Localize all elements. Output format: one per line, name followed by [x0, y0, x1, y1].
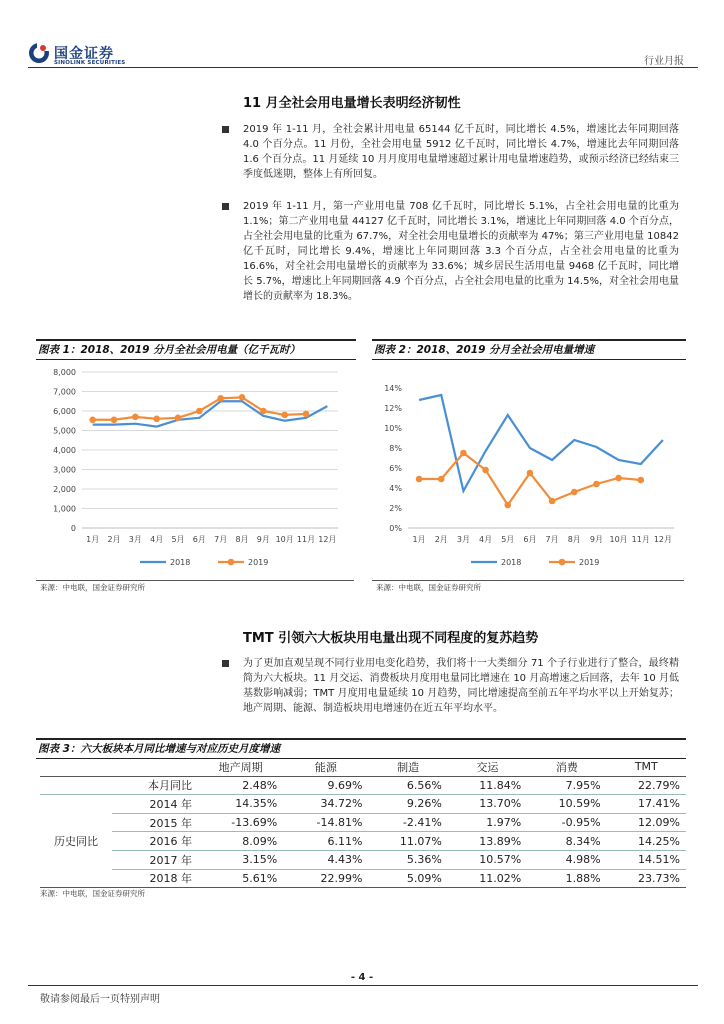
x-tick-label: 5月: [501, 535, 515, 544]
bullet-square-icon: [222, 660, 229, 667]
table-cell: 7.95%: [527, 776, 606, 795]
table-cell: 4.43%: [283, 850, 368, 869]
bullet-square-icon: [222, 126, 229, 133]
table-cell: -0.95%: [527, 813, 606, 832]
column-header: 消费: [527, 758, 606, 776]
table-cell: 3.15%: [198, 850, 283, 869]
data-point: [637, 477, 644, 484]
y-tick-label: 10%: [384, 424, 402, 433]
logo-text-cn: 国金证券: [54, 46, 114, 62]
bullet-text: 2019 年 1-11 月，第一产业用电量 708 亿千瓦时，同比增长 5.1%，占全社会用电量的比重为 1.1%；第二产业用电量 44127 亿千瓦时，同比增长 3.1%，增速比上年同期回落 4.0 个百分点，占全社会用电量的比重为 67.7%，对全社会用电量增长的贡献率为 47%；第三产业用电量 10842 亿千瓦时，同比增长 9.4%，增速比上年同期回落 3.3 个百分点，占全社会用电量的比重为 16.6%，对全社会用电量增长的贡献率为 33.6%；城乡居民生活用电量 9468 亿千瓦时，同比增长 5.7%，增速比上年同期回落 4.9 个百分点，占全社会用电量的比重为 14.5%，对全社会用电量增长的贡献率为 18.3%。: [243, 201, 679, 302]
report-type: 行业月报: [644, 56, 684, 67]
data-point: [132, 414, 139, 421]
x-tick-label: 9月: [256, 535, 270, 544]
y-tick-label: 6,000: [53, 407, 76, 416]
chart-monthly-consumption: [36, 362, 354, 576]
figure-1-source: 来源：中电联，国金证券研究所: [40, 583, 145, 592]
data-point: [482, 467, 489, 474]
data-point: [527, 470, 534, 477]
table-cell: 13.89%: [448, 832, 527, 851]
table-cell: 23.73%: [607, 869, 686, 888]
table-corner-cell: [112, 758, 198, 776]
x-tick-label: 6月: [192, 535, 206, 544]
table-row: [40, 832, 686, 851]
header-divider: [28, 67, 698, 68]
table-corner-cell: [40, 758, 112, 776]
column-header: TMT: [607, 758, 686, 776]
table-cell: 1.97%: [448, 813, 527, 832]
figure-3-source: 来源：中电联，国金证券研究所: [40, 889, 145, 898]
data-point: [460, 450, 467, 457]
sector-growth-table: [40, 758, 686, 888]
page-number: - 4 -: [350, 972, 374, 983]
table-cell: -2.41%: [368, 813, 447, 832]
table-cell: 17.41%: [607, 795, 686, 814]
x-tick-label: 1月: [86, 535, 100, 544]
table-cell: 11.84%: [448, 776, 527, 795]
table-cell: -14.81%: [283, 813, 368, 832]
y-tick-label: 2,000: [53, 485, 76, 494]
table-cell: 8.34%: [527, 832, 606, 851]
section-title-electricity: 11 月全社会用电量增长表明经济韧性: [243, 96, 461, 111]
y-tick-label: 6%: [389, 464, 402, 473]
figure-1-header: 图表 1：2018、2019 分月全社会用电量（亿千瓦时）: [36, 339, 356, 360]
x-tick-label: 12月: [318, 535, 337, 544]
table-cell: 1.88%: [527, 869, 606, 888]
table-row-current: [40, 776, 686, 795]
bullet-paragraph: [243, 656, 679, 716]
table-cell: 5.61%: [198, 869, 283, 888]
x-tick-label: 8月: [235, 535, 249, 544]
data-point: [217, 395, 224, 402]
x-tick-label: 4月: [479, 535, 493, 544]
table-cell: 8.09%: [198, 832, 283, 851]
table-cell: 13.70%: [448, 795, 527, 814]
table-cell: 10.57%: [448, 850, 527, 869]
table-cell: 5.36%: [368, 850, 447, 869]
data-point: [504, 502, 511, 509]
legend-label: 2019: [248, 558, 269, 567]
x-tick-label: 11月: [296, 535, 316, 544]
table-cell: -13.69%: [198, 813, 283, 832]
x-tick-label: 1月: [412, 535, 426, 544]
y-tick-label: 0%: [389, 524, 402, 533]
data-point: [239, 394, 246, 401]
y-tick-label: 0: [70, 524, 76, 533]
data-point: [549, 498, 556, 505]
x-tick-label: 2月: [107, 535, 121, 544]
data-point: [111, 416, 118, 423]
row-label: 2018 年: [112, 869, 198, 888]
legend-marker: [228, 559, 235, 566]
x-tick-label: 3月: [456, 535, 470, 544]
data-point: [153, 416, 160, 423]
table-cell: 9.26%: [368, 795, 447, 814]
legend-label: 2018: [501, 558, 522, 567]
x-tick-label: 9月: [589, 535, 603, 544]
x-tick-label: 4月: [150, 535, 164, 544]
column-header: 制造: [368, 758, 447, 776]
data-point: [593, 481, 600, 488]
x-tick-label: 7月: [214, 535, 228, 544]
row-label: 2014 年: [112, 795, 198, 814]
x-tick-label: 10月: [609, 535, 628, 544]
figure-2-source: 来源：中电联，国金证券研究所: [376, 583, 481, 592]
figure-2-header: 图表 2：2018、2019 分月全社会用电量增速: [372, 339, 686, 360]
data-point: [260, 408, 267, 415]
x-tick-label: 6月: [523, 535, 537, 544]
data-point: [281, 412, 288, 419]
data-point: [196, 408, 203, 415]
logo-text-en: SINOLINK SECURITIES: [54, 60, 126, 66]
table-cell: 10.59%: [527, 795, 606, 814]
column-header: 地产周期: [198, 758, 283, 776]
column-header: 交运: [448, 758, 527, 776]
x-tick-label: 8月: [567, 535, 581, 544]
table-cell: 12.09%: [607, 813, 686, 832]
row-label: 2015 年: [112, 813, 198, 832]
x-tick-label: 11月: [631, 535, 650, 544]
table-cell: 11.02%: [448, 869, 527, 888]
x-tick-label: 2月: [434, 535, 448, 544]
table-cell: 5.09%: [368, 869, 447, 888]
y-tick-label: 2%: [389, 504, 402, 513]
y-tick-label: 4%: [389, 484, 402, 493]
row-label: 2017 年: [112, 850, 198, 869]
table-cell: 22.99%: [283, 869, 368, 888]
table-header-row: [40, 758, 686, 776]
x-tick-label: 5月: [171, 535, 185, 544]
row-group-label: 历史同比: [40, 795, 112, 888]
data-point: [175, 415, 182, 422]
chart-monthly-growth: [372, 362, 684, 576]
table-cell: 22.79%: [607, 776, 686, 795]
data-point: [303, 411, 310, 418]
sinolink-logo-icon: [28, 42, 50, 64]
y-tick-label: 3,000: [53, 465, 76, 475]
x-tick-label: 12月: [653, 535, 673, 544]
series-line-2019: [419, 453, 641, 505]
y-tick-label: 7,000: [53, 387, 76, 397]
section-title-tmt: TMT 引领六大板块用电量出现不同程度的复苏趋势: [243, 631, 539, 646]
data-point: [416, 476, 423, 483]
bullet-paragraph: [243, 199, 679, 304]
legend-label: 2019: [579, 558, 600, 567]
legend-marker: [559, 559, 566, 566]
bullet-square-icon: [222, 203, 229, 210]
table-cell: 2.48%: [198, 776, 283, 795]
y-tick-label: 5,000: [53, 426, 76, 436]
x-tick-label: 10月: [275, 535, 294, 544]
footer-disclaimer: 敬请参阅最后一页特别声明: [40, 994, 160, 1005]
source-divider: [36, 580, 354, 581]
table-cell: 4.98%: [527, 850, 606, 869]
table-cell: 9.69%: [283, 776, 368, 795]
data-point: [89, 416, 96, 423]
series-line-2018: [419, 395, 663, 491]
table-cell: 6.56%: [368, 776, 447, 795]
x-tick-label: 7月: [545, 535, 559, 544]
table-cell: 6.11%: [283, 832, 368, 851]
column-header: 能源: [283, 758, 368, 776]
bullet-text: 为了更加直观呈现不同行业用电变化趋势，我们将十一大类细分 71 个子行业进行了整合，最终精简为六大板块。11 月交运、消费板块月度用电量同比增速在 10 月高增速之后回落，去年 10 月低基数影响减弱；TMT 月度用电量延续 10 月趋势，同比增速提高至前五年平均水平以上开始复苏；地产周期、能源、制造板块用电增速仍在近五年平均水平。: [243, 658, 679, 714]
y-tick-label: 8%: [389, 444, 402, 453]
y-tick-label: 12%: [384, 404, 402, 413]
y-tick-label: 1,000: [53, 504, 76, 514]
y-tick-label: 4,000: [53, 446, 76, 455]
table-cell: 11.07%: [368, 832, 447, 851]
row-label: 2016 年: [112, 832, 198, 851]
row-label: 本月同比: [40, 776, 198, 795]
table-cell: 14.25%: [607, 832, 686, 851]
table-row: [40, 869, 686, 888]
table-row: [40, 813, 686, 832]
x-tick-label: 3月: [128, 535, 142, 544]
table-cell: 14.51%: [607, 850, 686, 869]
source-divider: [372, 580, 684, 581]
data-point: [571, 489, 578, 496]
y-tick-label: 14%: [384, 384, 402, 393]
table-cell: 14.35%: [198, 795, 283, 814]
data-point: [438, 476, 445, 483]
table-row: [40, 795, 686, 814]
data-point: [615, 475, 622, 482]
legend-label: 2018: [170, 558, 191, 567]
table-row: [40, 850, 686, 869]
footer-divider: [28, 985, 698, 986]
table-cell: 34.72%: [283, 795, 368, 814]
bullet-paragraph: [243, 122, 679, 182]
y-tick-label: 8,000: [53, 368, 76, 377]
company-logo: [28, 42, 132, 68]
bullet-text: 2019 年 1-11 月，全社会累计用电量 65144 亿千瓦时，同比增长 4.5%，增速比去年同期回落 4.0 个百分点。11 月份，全社会用电量 5912 亿千瓦时，同比增长 4.7%，增速比去年同期回落 1.6 个百分点。11 月延续 10 月月度用电量增速超过累计用电量增速趋势，或预示经济已经结束三季度低迷期，整体上有所回复。: [243, 124, 679, 180]
figure-3-header: 图表 3：六大板块本月同比增速与对应历史月度增速: [36, 738, 686, 759]
